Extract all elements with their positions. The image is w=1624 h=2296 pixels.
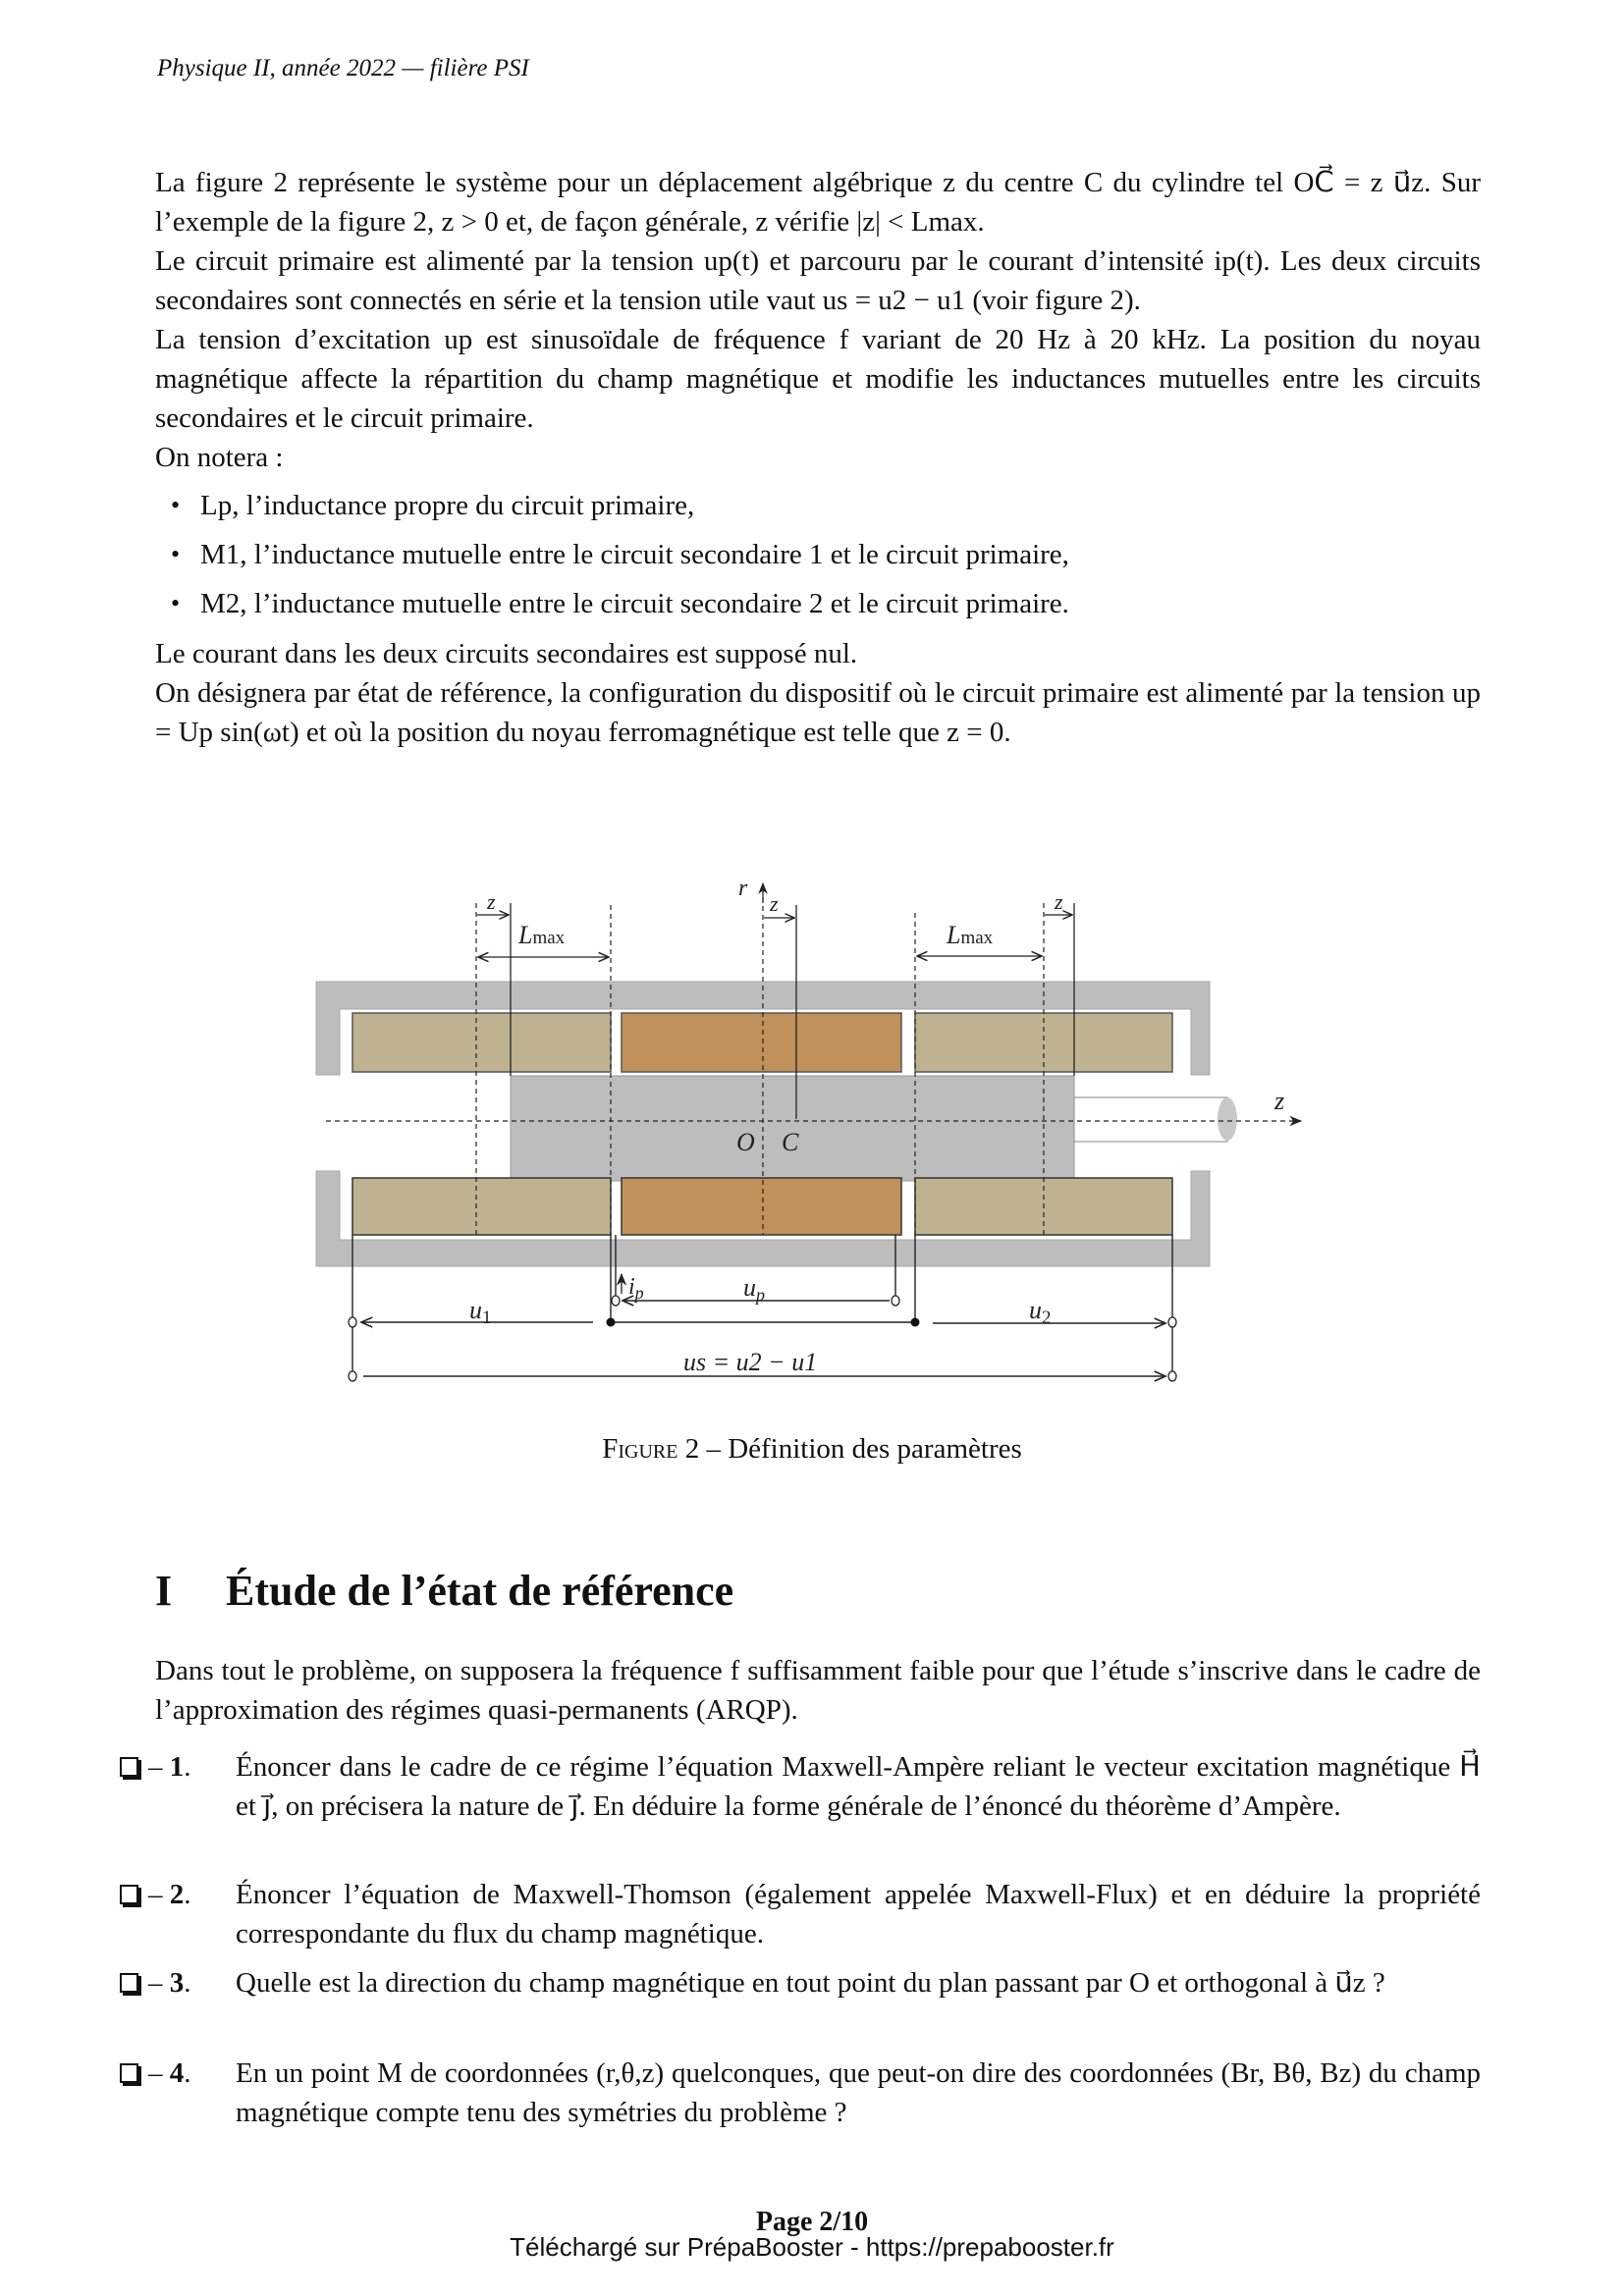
question-number: 4 — [169, 2057, 185, 2089]
question-number: 3 — [169, 1967, 185, 1999]
question-2: – 2. Énoncer l’équation de Maxwell-Thomson (également appelée Maxwell-Flux) et en déduire la propriété correspondante du flux du champ magnétique. — [120, 1875, 1481, 1953]
question-1: – 1. Énoncer dans le cadre de ce régime l’équation Maxwell-Ampère reliant le vecteur excitation magnétique H⃗ et j⃗, on précisera la nature de j⃗. En déduire la forme générale de l’énoncé du théorème d’Ampère. — [120, 1747, 1481, 1826]
z-shift-label-right: z — [1055, 889, 1063, 914]
secondary-coil-1-top — [352, 1013, 611, 1072]
rod-end — [1218, 1097, 1237, 1141]
figure-caption: Figure 2 – Définition des paramètres — [602, 1433, 1022, 1465]
primary-coil-bottom — [622, 1178, 901, 1235]
lmax-label-right: Lmax — [947, 921, 994, 949]
us-equation-label: us = u2 − u1 — [683, 1348, 818, 1376]
u1-label: u1 — [469, 1296, 492, 1328]
intro-paragraph-4: On notera : — [155, 442, 284, 473]
question-3: – 3. Quelle est la direction du champ magnétique en tout point du plan passant par O et orthogonal à u⃗z ? — [120, 1963, 1481, 2002]
u2-label: u2 — [1029, 1296, 1052, 1328]
checkbox-icon — [120, 1973, 138, 1993]
question-text: Quelle est la direction du champ magnétique en tout point du plan passant par O et orthogonal à u⃗z ? — [236, 1967, 1385, 1999]
r-axis-label: r — [738, 876, 748, 901]
z-shift-label-center: z — [770, 891, 779, 916]
download-note: Téléchargé sur PrépaBooster - https://prepabooster.fr — [510, 2232, 1114, 2262]
section-number: I — [155, 1567, 173, 1615]
intro-after-1: Le courant dans les deux circuits secondaires est supposé nul. — [155, 638, 858, 669]
rod — [1074, 1097, 1227, 1142]
intro-paragraph-1: La figure 2 représente le système pour un déplacement algébrique z du centre C du cylindre tel OC⃗ = z u⃗z. Sur l’exemple de la figure 2, z > 0 et, de façon générale, z vérifie |z| < Lmax. — [155, 167, 1481, 238]
section-title: Étude de l’état de référence — [226, 1567, 734, 1615]
up-label: up — [743, 1273, 765, 1305]
primary-coil-top — [622, 1013, 901, 1072]
checkbox-icon — [120, 1757, 138, 1777]
figure-2-lvdt-diagram — [0, 864, 1624, 1414]
center-label: C — [782, 1128, 799, 1156]
figure-caption-label: Figure 2 — [602, 1433, 700, 1465]
figure-caption-text: Définition des paramètres — [728, 1433, 1022, 1465]
origin-label: O — [736, 1128, 755, 1156]
z-shift-label-left: z — [487, 889, 496, 914]
ip-label: $i_p$ — [628, 1274, 644, 1303]
section-heading — [155, 1566, 733, 1616]
question-4: – 4. En un point M de coordonnées (r,θ,z) quelconques, que peut-on dire des coordonnées (Br, Bθ, Bz) du champ magnétique compte tenu des symétries du problème ? — [120, 2054, 1481, 2132]
secondary-coil-1-bottom — [352, 1178, 611, 1235]
notation-list — [155, 481, 1481, 628]
z-axis-label: z — [1274, 1087, 1285, 1115]
notation-item-m2: • M2, l’inductance mutuelle entre le circuit secondaire 2 et le circuit primaire. — [200, 579, 1481, 628]
intro-block — [155, 163, 1481, 752]
question-number: 2 — [169, 1879, 185, 1910]
question-number: 1 — [169, 1751, 185, 1783]
section-intro: Dans tout le problème, on supposera la fréquence f suffisamment faible pour que l’étude s’inscrive dans le cadre de l’approximation des régimes quasi-permanents (ARQP). — [155, 1655, 1481, 1726]
intro-paragraph-3: La tension d’excitation up est sinusoïdale de fréquence f variant de 20 Hz à 20 kHz. La position du noyau magnétique affecte la répartition du champ magnétique et modifie les inductances mutuelles entre les circuits secondaires et le circuit primaire. — [155, 324, 1481, 434]
question-text: Énoncer dans le cadre de ce régime l’équation Maxwell-Ampère reliant le vecteur excitation magnétique H⃗ et j⃗, on précisera la nature de j⃗. En déduire la forme générale de l’énoncé du théorème d’Ampère. — [236, 1751, 1481, 1822]
checkbox-icon — [120, 2063, 138, 2083]
intro-after-2: On désignera par état de référence, la configuration du dispositif où le circuit primaire est alimenté par la tension up = Up sin(ωt) et où la position du noyau ferromagnétique est telle que z = 0. — [155, 677, 1481, 748]
question-text: Énoncer l’équation de Maxwell-Thomson (également appelée Maxwell-Flux) et en déduire la propriété correspondante du flux du champ magnétique. — [236, 1879, 1481, 1949]
notation-item-lp: • Lp, l’inductance propre du circuit primaire, — [200, 481, 1481, 530]
checkbox-icon — [120, 1885, 138, 1904]
notation-item-m1: • M1, l’inductance mutuelle entre le circuit secondaire 1 et le circuit primaire, — [200, 530, 1481, 579]
running-header: Physique II, année 2022 — filière PSI — [157, 55, 529, 81]
page-number: Page 2/10 — [755, 2207, 869, 2237]
lmax-label-left: Lmax — [518, 921, 566, 949]
intro-paragraph-2: Le circuit primaire est alimenté par la tension up(t) et parcouru par le courant d’intensité ip(t). Les deux circuits secondaires sont connectés en série et la tension utile vaut us = u2 − u1 (voir figure 2). — [155, 245, 1481, 316]
question-text: En un point M de coordonnées (r,θ,z) quelconques, que peut-on dire des coordonnées (Br, Bθ, Bz) du champ magnétique compte tenu des symétries du problème ? — [236, 2057, 1481, 2128]
